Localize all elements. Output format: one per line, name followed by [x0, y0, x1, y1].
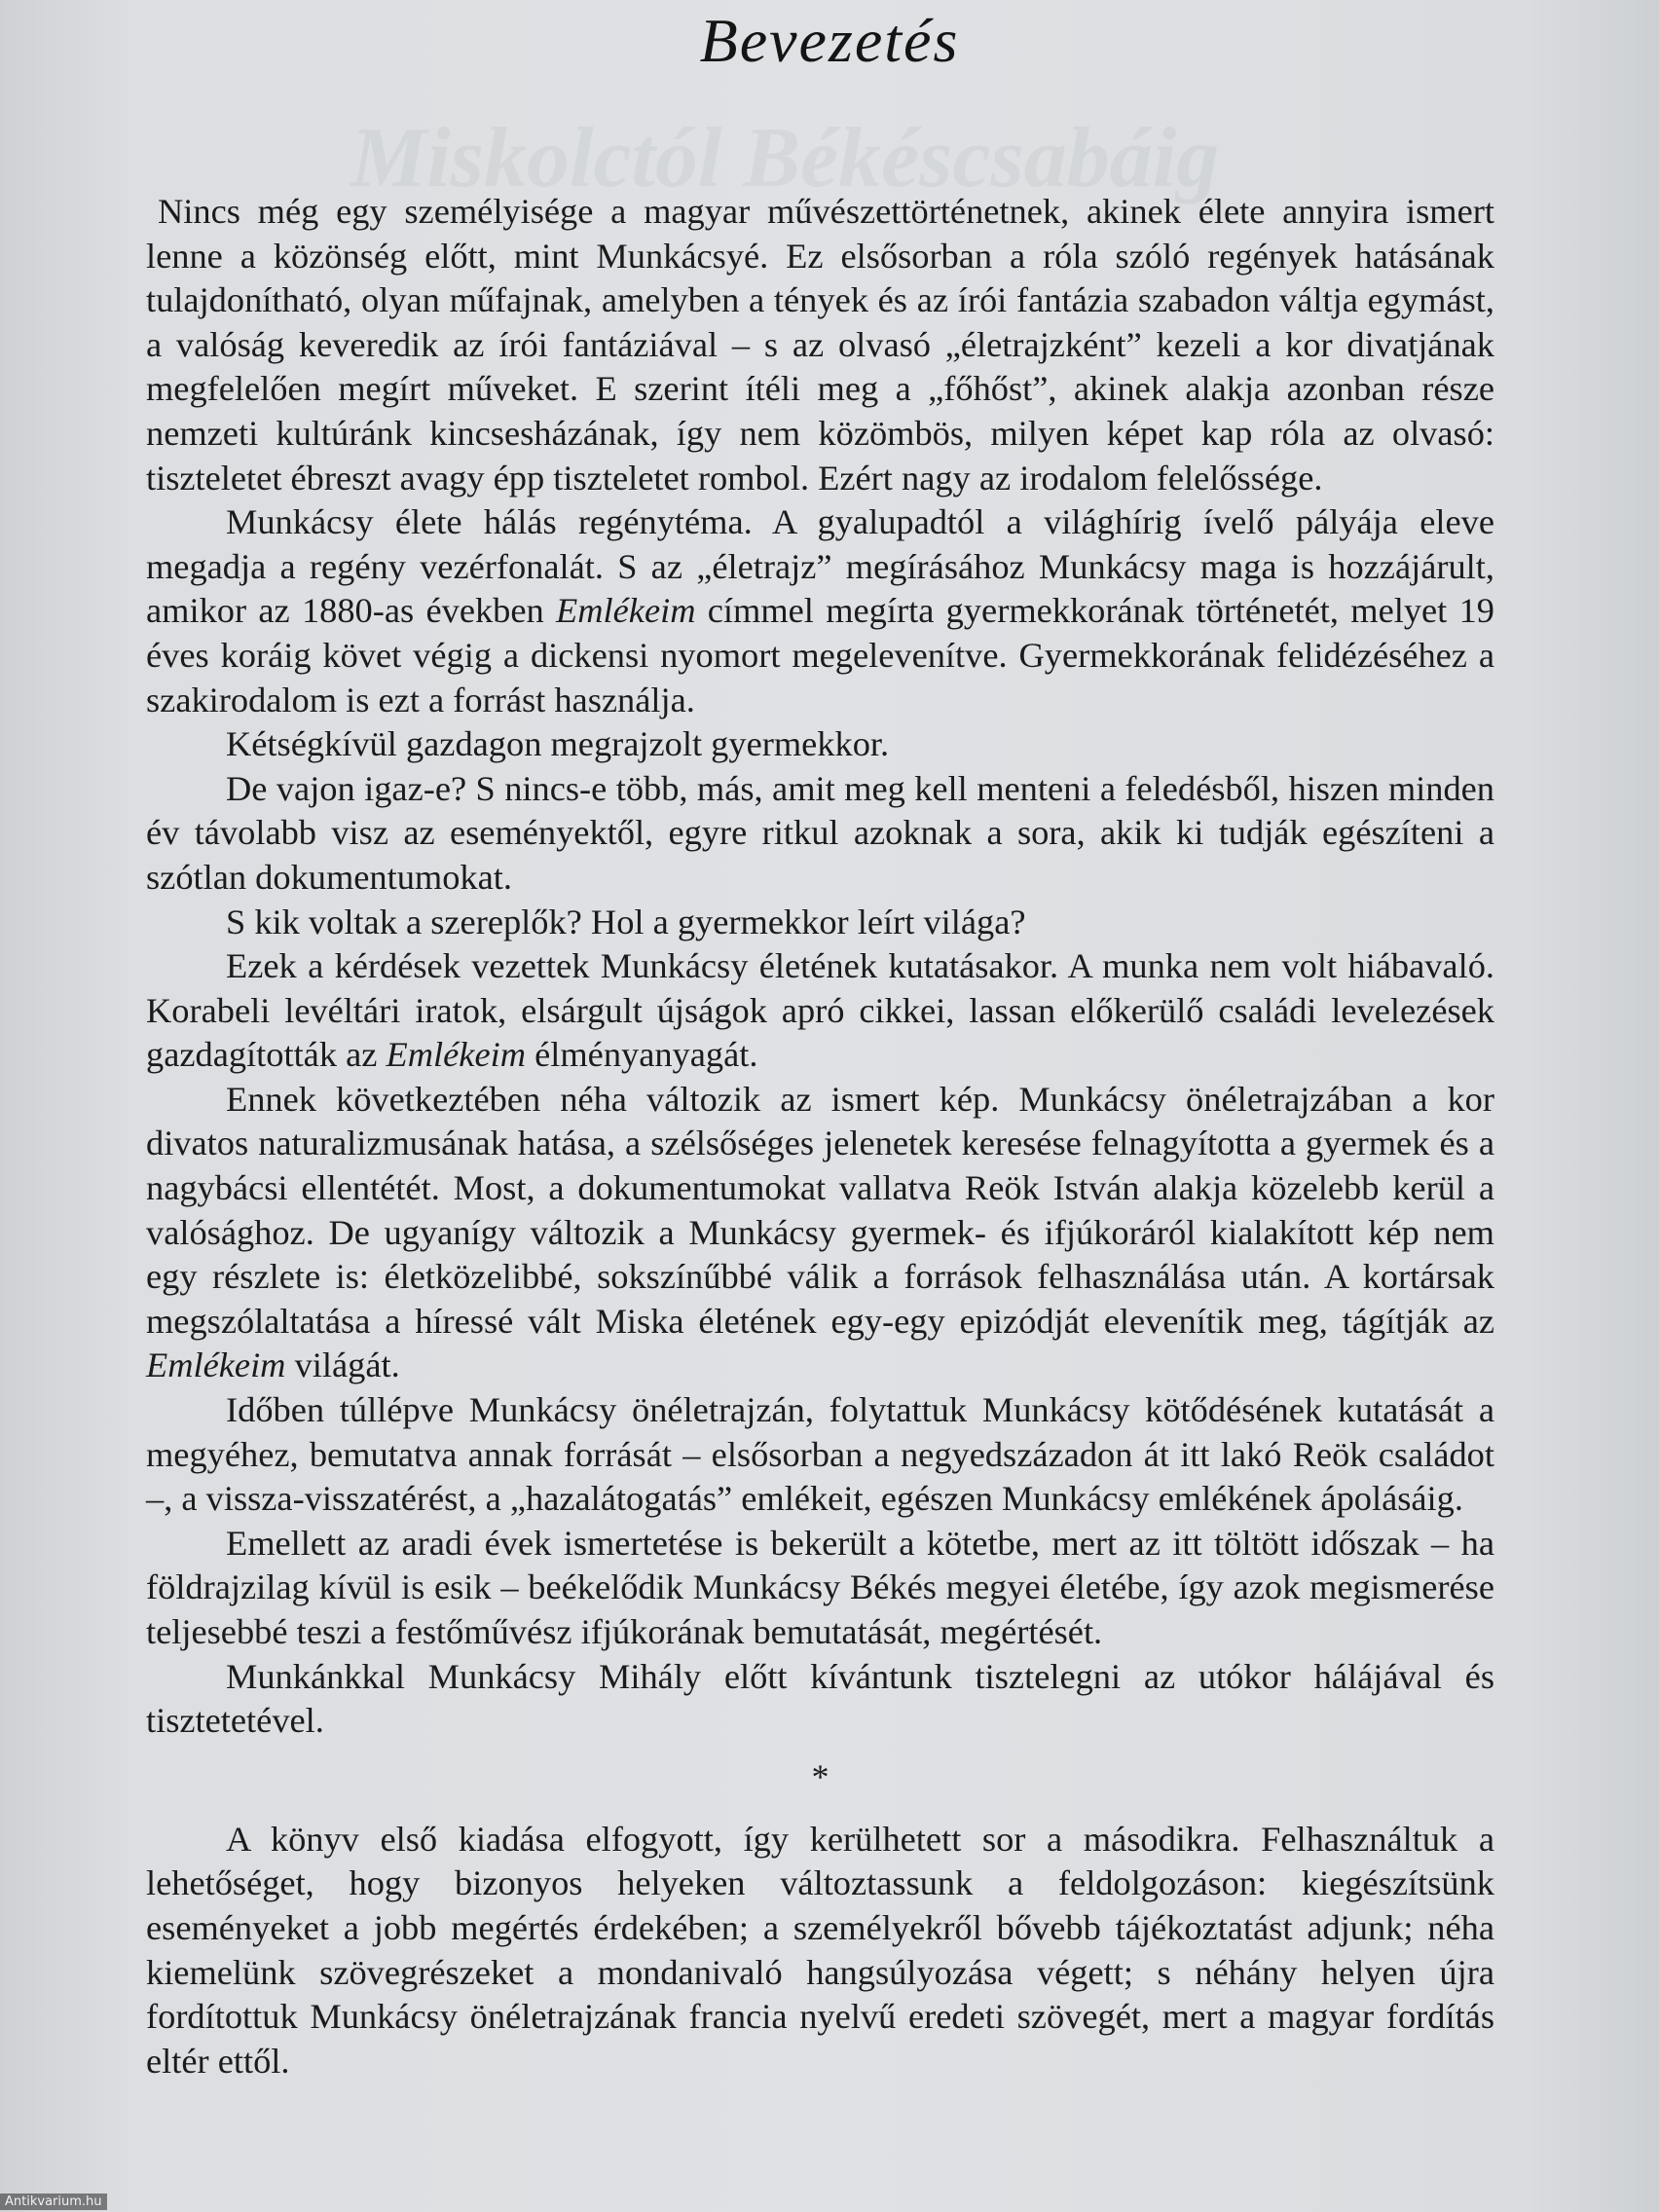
italic-title-text: Emlékeim	[146, 1346, 286, 1385]
paragraph-text: Kétségkívül gazdagon megrajzolt gyermekkor.	[226, 724, 890, 764]
paragraph-text: Ennek következtében néha változik az ismert kép. Munkácsy önéletrajzában a kor divatos naturalizmusának hatása, a szélsőséges jelenetek keresése felnagyította a gyermek és a nagybácsi ellentétét. Most, a dokumentumokat vallatva Reök István alakja közelebb kerül a valósághoz. De ugyanígy változik a Munkácsy gyermek- és ifjúkoráról kialakított kép nem egy részlete is: életközelibbé, sokszínűbbé válik a források felhasználása után. A kortársak megszólaltatása a híressé vált Miska életének egy-egy epizódját elevenítik meg, tágítják az	[146, 1079, 1494, 1341]
italic-title-text: Emlékeim	[386, 1035, 526, 1075]
show-through-heading: Miskolctól Békéscsabáig	[350, 111, 1220, 205]
paragraph	[146, 1078, 1494, 1388]
paragraph-text: Időben túllépve Munkácsy önéletrajzán, folytattuk Munkácsy kötődésének kutatását a megyéhez, bemutatva annak forrását – elsősorban a negyedszázadon át itt lakó Reök családot –, a vissza-visszatérést, a „hazalátogatás” emlékeit, egészen Munkácsy emlékének ápolásáig.	[146, 1390, 1494, 1519]
paragraph-text: Munkácsy élete hálás regénytéma. A gyalupadtól a világhírig ívelő pályája eleve megadja a regény vezérfonalát. S az „életrajz” megírásához Munkácsy maga is hozzájárult, amikor az 1880-as években	[146, 502, 1494, 631]
paragraph	[146, 500, 1494, 722]
paragraph-text: világát.	[285, 1346, 400, 1385]
body-text	[146, 190, 1494, 2083]
paragraph	[146, 901, 1494, 945]
paragraph	[146, 190, 1494, 500]
paragraph	[146, 1388, 1494, 1522]
paragraph-text: címmel megírta gyermekkorának történetét, melyet 19 éves koráig követ végig a dickensi nyomort megelevenítve. Gyermekkorának felidézéséhez a szakirodalom is ezt a forrást használja.	[146, 591, 1494, 719]
paragraph-text: De vajon igaz-e? S nincs-e több, más, amit meg kell menteni a feledésből, hiszen minden év távolabb visz az eseményektől, egyre ritkul azoknak a sora, akik ki tudják egészíteni a szótlan dokumentumokat.	[146, 768, 1494, 897]
paragraph	[146, 1655, 1494, 1744]
italic-title-text: Emlékeim	[556, 591, 696, 631]
watermark: Antikvarium.hu	[0, 2194, 107, 2210]
paragraph-text: Nincs még egy személyisége a magyar művészettörténetnek, akinek élete annyira ismert lenne a közönség előtt, mint Munkácsyé. Ez elsősorban a róla szóló regények hatásának tulajdonítható, olyan műfajnak, amelyben a tények és az írói fantázia szabadon váltja egymást, a valóság keveredik az írói fantáziával – s az olvasó „életrajzként” kezeli a kor divatjának megfelelően megírt műveket. E szerint ítéli meg a „főhőst”, akinek alakja azonban része nemzeti kultúránk kincsesházának, így nem közömbös, milyen képet kap róla az olvasó: tiszteletet ébreszt avagy épp tiszteletet rombol. Ezért nagy az irodalom felelőssége.	[146, 192, 1494, 498]
paragraph	[146, 722, 1494, 767]
paragraph-text: Emellett az aradi évek ismertetése is bekerült a kötetbe, mert az itt töltött időszak – ha földrajzilag kívül is esik – beékelődik Munkácsy Békés megyei életébe, így azok megismerése teljesebbé teszi a festőművész ifjúkorának bemutatását, megértését.	[146, 1523, 1494, 1651]
paragraph-text: A könyv első kiadása elfogyott, így kerülhetett sor a másodikra. Felhasználtuk a lehetőséget, hogy bizonyos helyeken változtassunk a feldolgozáson: kiegészítsünk eseményeket a jobb megértés érdekében; a személyekről bővebb tájékoztatást adjunk; néha kiemelünk szövegrészeket a mondanivaló hangsúlyozása végett; s néhány helyen újra fordítottuk Munkácsy önéletrajzának francia nyelvű eredeti szövegét, mert a magyar fordítás eltér ettől.	[146, 1819, 1494, 2081]
paragraph-text: Ezek a kérdések vezettek Munkácsy életének kutatásakor. A munka nem volt hiábavaló. Korabeli levéltári iratok, elsárgult újságok apró cikkei, lassan előkerülő családi levelezések gazdagították az	[146, 946, 1494, 1075]
paragraph-text: élményanyagát.	[526, 1035, 758, 1075]
paragraph	[146, 1522, 1494, 1655]
paragraph	[146, 767, 1494, 901]
paragraph-text: Munkánkkal Munkácsy Mihály előtt kívántunk tisztelegni az utókor hálájával és tisztetetével.	[146, 1656, 1494, 1741]
paragraph	[146, 944, 1494, 1078]
page-title: Bevezetés	[699, 6, 960, 75]
section-separator: *	[811, 1756, 830, 1796]
paragraph-text: S kik voltak a szereplők? Hol a gyermekkor leírt világa?	[226, 902, 1026, 941]
paragraph	[146, 1818, 1494, 2084]
